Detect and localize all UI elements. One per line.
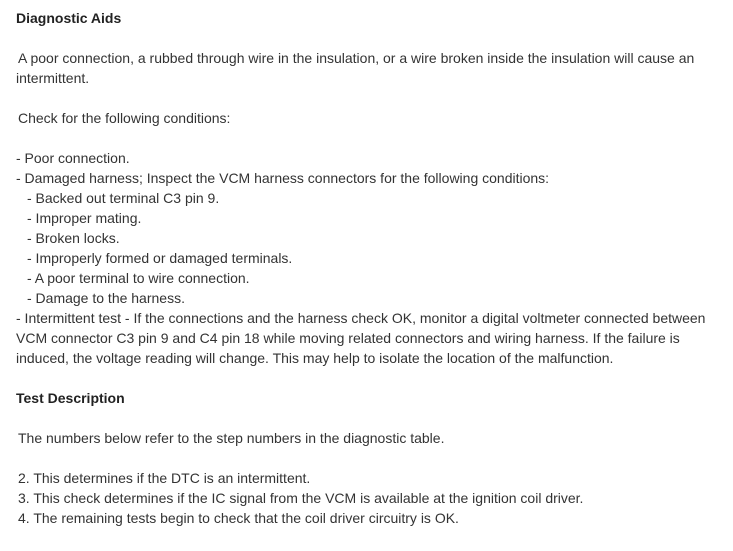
intermittent-test-line-2: VCM connector C3 pin 9 and C4 pin 18 while moving related connectors and wiring harness. If the failure is [16,330,680,346]
sub-condition-item: - Improperly formed or damaged terminals. [27,250,293,266]
diagnostic-aids-intro-line-1: A poor connection, a rubbed through wire in the insulation, or a wire broken inside the insulation will cause an [18,50,695,66]
spacer [16,368,733,388]
sub-condition-item: - Backed out terminal C3 pin 9. [27,190,220,206]
test-description-intro: The numbers below refer to the step numbers in the diagnostic table. [18,430,445,446]
sub-condition-item: - A poor terminal to wire connection. [27,270,250,286]
spacer [16,448,733,468]
test-step-item: 2. This determines if the DTC is an intermittent. [18,470,311,486]
intermittent-test-line-3: induced, the voltage reading will change. This may help to isolate the location of the malfunction. [16,350,614,366]
spacer [16,28,733,48]
condition-item: - Damaged harness; Inspect the VCM harness connectors for the following conditions: [16,170,550,186]
test-step-item: 3. This check determines if the IC signal from the VCM is available at the ignition coil driver. [18,490,584,506]
test-description-heading: Test Description [16,390,125,406]
spacer [16,128,733,148]
sub-condition-item: - Damage to the harness. [27,290,185,306]
spacer [16,408,733,428]
sub-condition-item: - Improper mating. [27,210,142,226]
diagnostic-aids-intro-line-2: intermittent. [16,70,90,86]
test-step-item: 4. The remaining tests begin to check that the coil driver circuitry is OK. [18,510,459,526]
sub-condition-item: - Broken locks. [27,230,120,246]
condition-item: - Poor connection. [16,150,130,166]
spacer [16,88,733,108]
intermittent-test-line-1: - Intermittent test - If the connections and the harness check OK, monitor a digital voltmeter connected between [16,310,706,326]
check-conditions-intro: Check for the following conditions: [18,110,231,126]
diagnostic-aids-heading: Diagnostic Aids [16,10,122,26]
